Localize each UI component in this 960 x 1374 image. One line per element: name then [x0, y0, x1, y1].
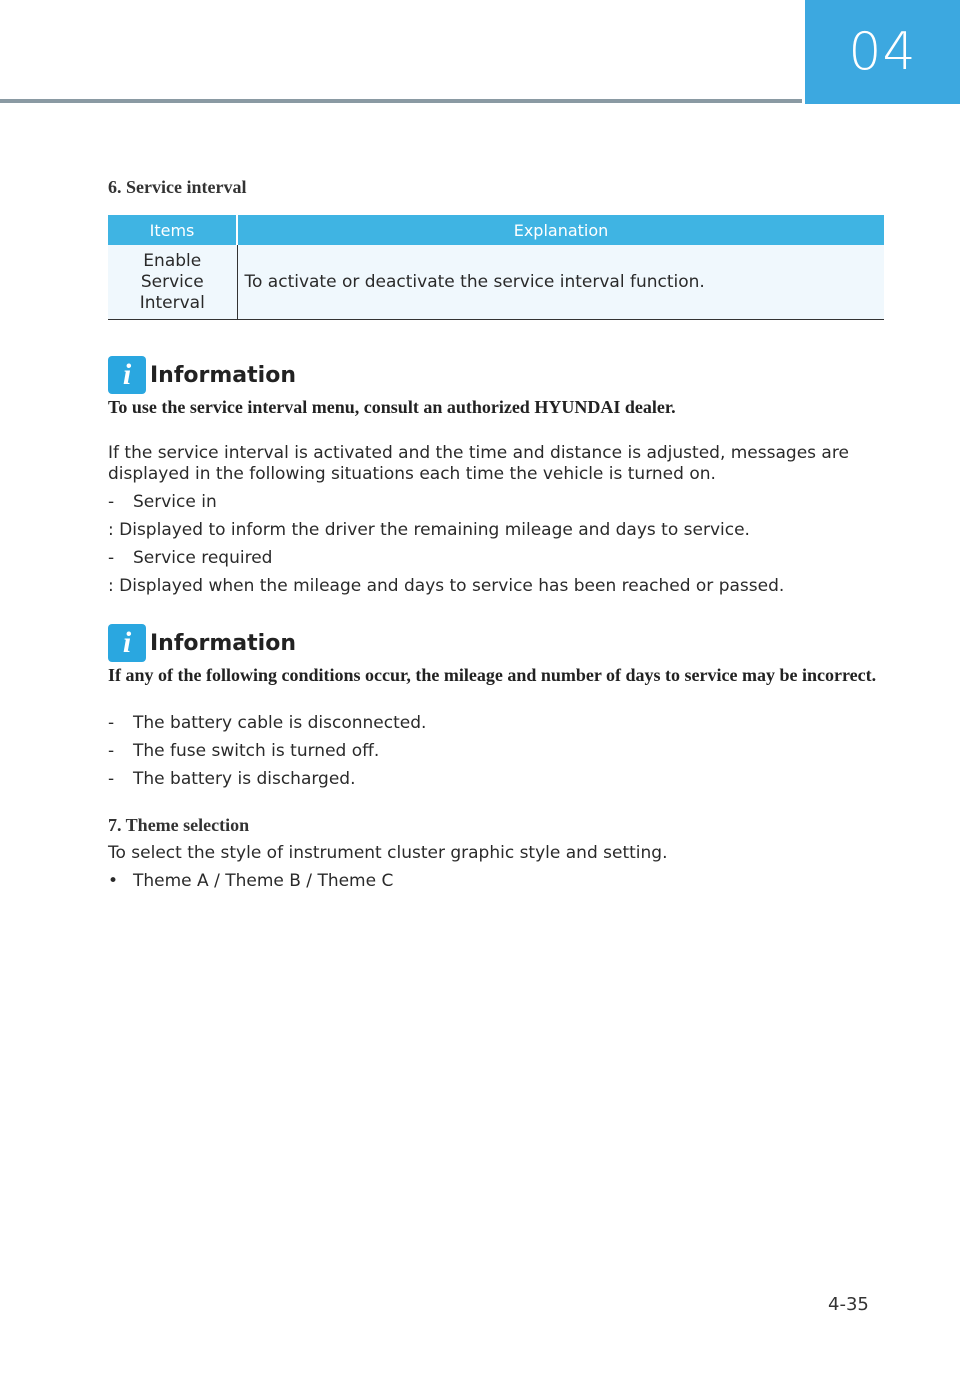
item-line: Service — [140, 272, 204, 292]
dash-marker: - — [108, 548, 115, 568]
item-line: Enable — [143, 251, 202, 271]
list-item — [108, 713, 426, 733]
section-heading-service-interval: 6. Service interval — [108, 177, 247, 197]
table-header-row — [108, 215, 884, 245]
list-item-label: Service in — [133, 492, 217, 512]
list-item-text: The battery cable is disconnected. — [133, 713, 427, 733]
page-number: 4-35 — [828, 1294, 869, 1315]
dash-marker: - — [108, 741, 115, 761]
service-interval-table — [108, 215, 884, 320]
list-item-text: Theme A / Theme B / Theme C — [133, 871, 394, 891]
dash-marker: - — [108, 492, 115, 512]
list-item — [108, 741, 379, 761]
list-item — [108, 769, 356, 789]
list-item-description: : Displayed when the mileage and days to service has been reached or passed. — [108, 576, 785, 596]
list-item-description: : Displayed to inform the driver the remaining mileage and days to service. — [108, 520, 750, 540]
list-item-service-required — [108, 548, 272, 568]
info-title: Information — [150, 362, 296, 388]
list-item-text: The fuse switch is turned off. — [133, 741, 380, 761]
info-heading-2 — [108, 624, 296, 662]
dash-marker: - — [108, 713, 115, 733]
section-heading-theme-selection: 7. Theme selection — [108, 815, 250, 835]
header-rule — [0, 99, 802, 103]
info-icon: i — [108, 624, 146, 662]
dash-marker: - — [108, 769, 115, 789]
list-item-label: Service required — [133, 548, 273, 568]
bullet-marker: • — [108, 871, 119, 891]
list-item-themes — [108, 871, 393, 891]
column-header-explanation: Explanation — [237, 215, 884, 245]
table-cell-item — [108, 245, 237, 320]
chapter-tab — [805, 0, 960, 104]
body-paragraph: If the service interval is activated and the time and distance is adjusted, messages are displayed in the following situations each time the vehicle is turned on. — [108, 443, 849, 484]
item-line: Interval — [139, 293, 205, 313]
column-header-items: Items — [108, 215, 237, 245]
info-text-1: To use the service interval menu, consult an authorized HYUNDAI dealer. — [108, 397, 676, 417]
info-heading-1 — [108, 356, 296, 394]
info-text-2: If any of the following conditions occur, the mileage and number of days to service may be incorrect. — [108, 665, 877, 685]
list-item-service-in — [108, 492, 217, 512]
list-item-text: The battery is discharged. — [133, 769, 356, 789]
theme-selection-text: To select the style of instrument cluster graphic style and setting. — [108, 843, 668, 863]
table-cell-explanation: To activate or deactivate the service interval function. — [237, 245, 884, 320]
chapter-number: 04 — [848, 22, 917, 82]
info-title: Information — [150, 630, 296, 656]
info-icon: i — [108, 356, 146, 394]
table-row — [108, 245, 884, 320]
